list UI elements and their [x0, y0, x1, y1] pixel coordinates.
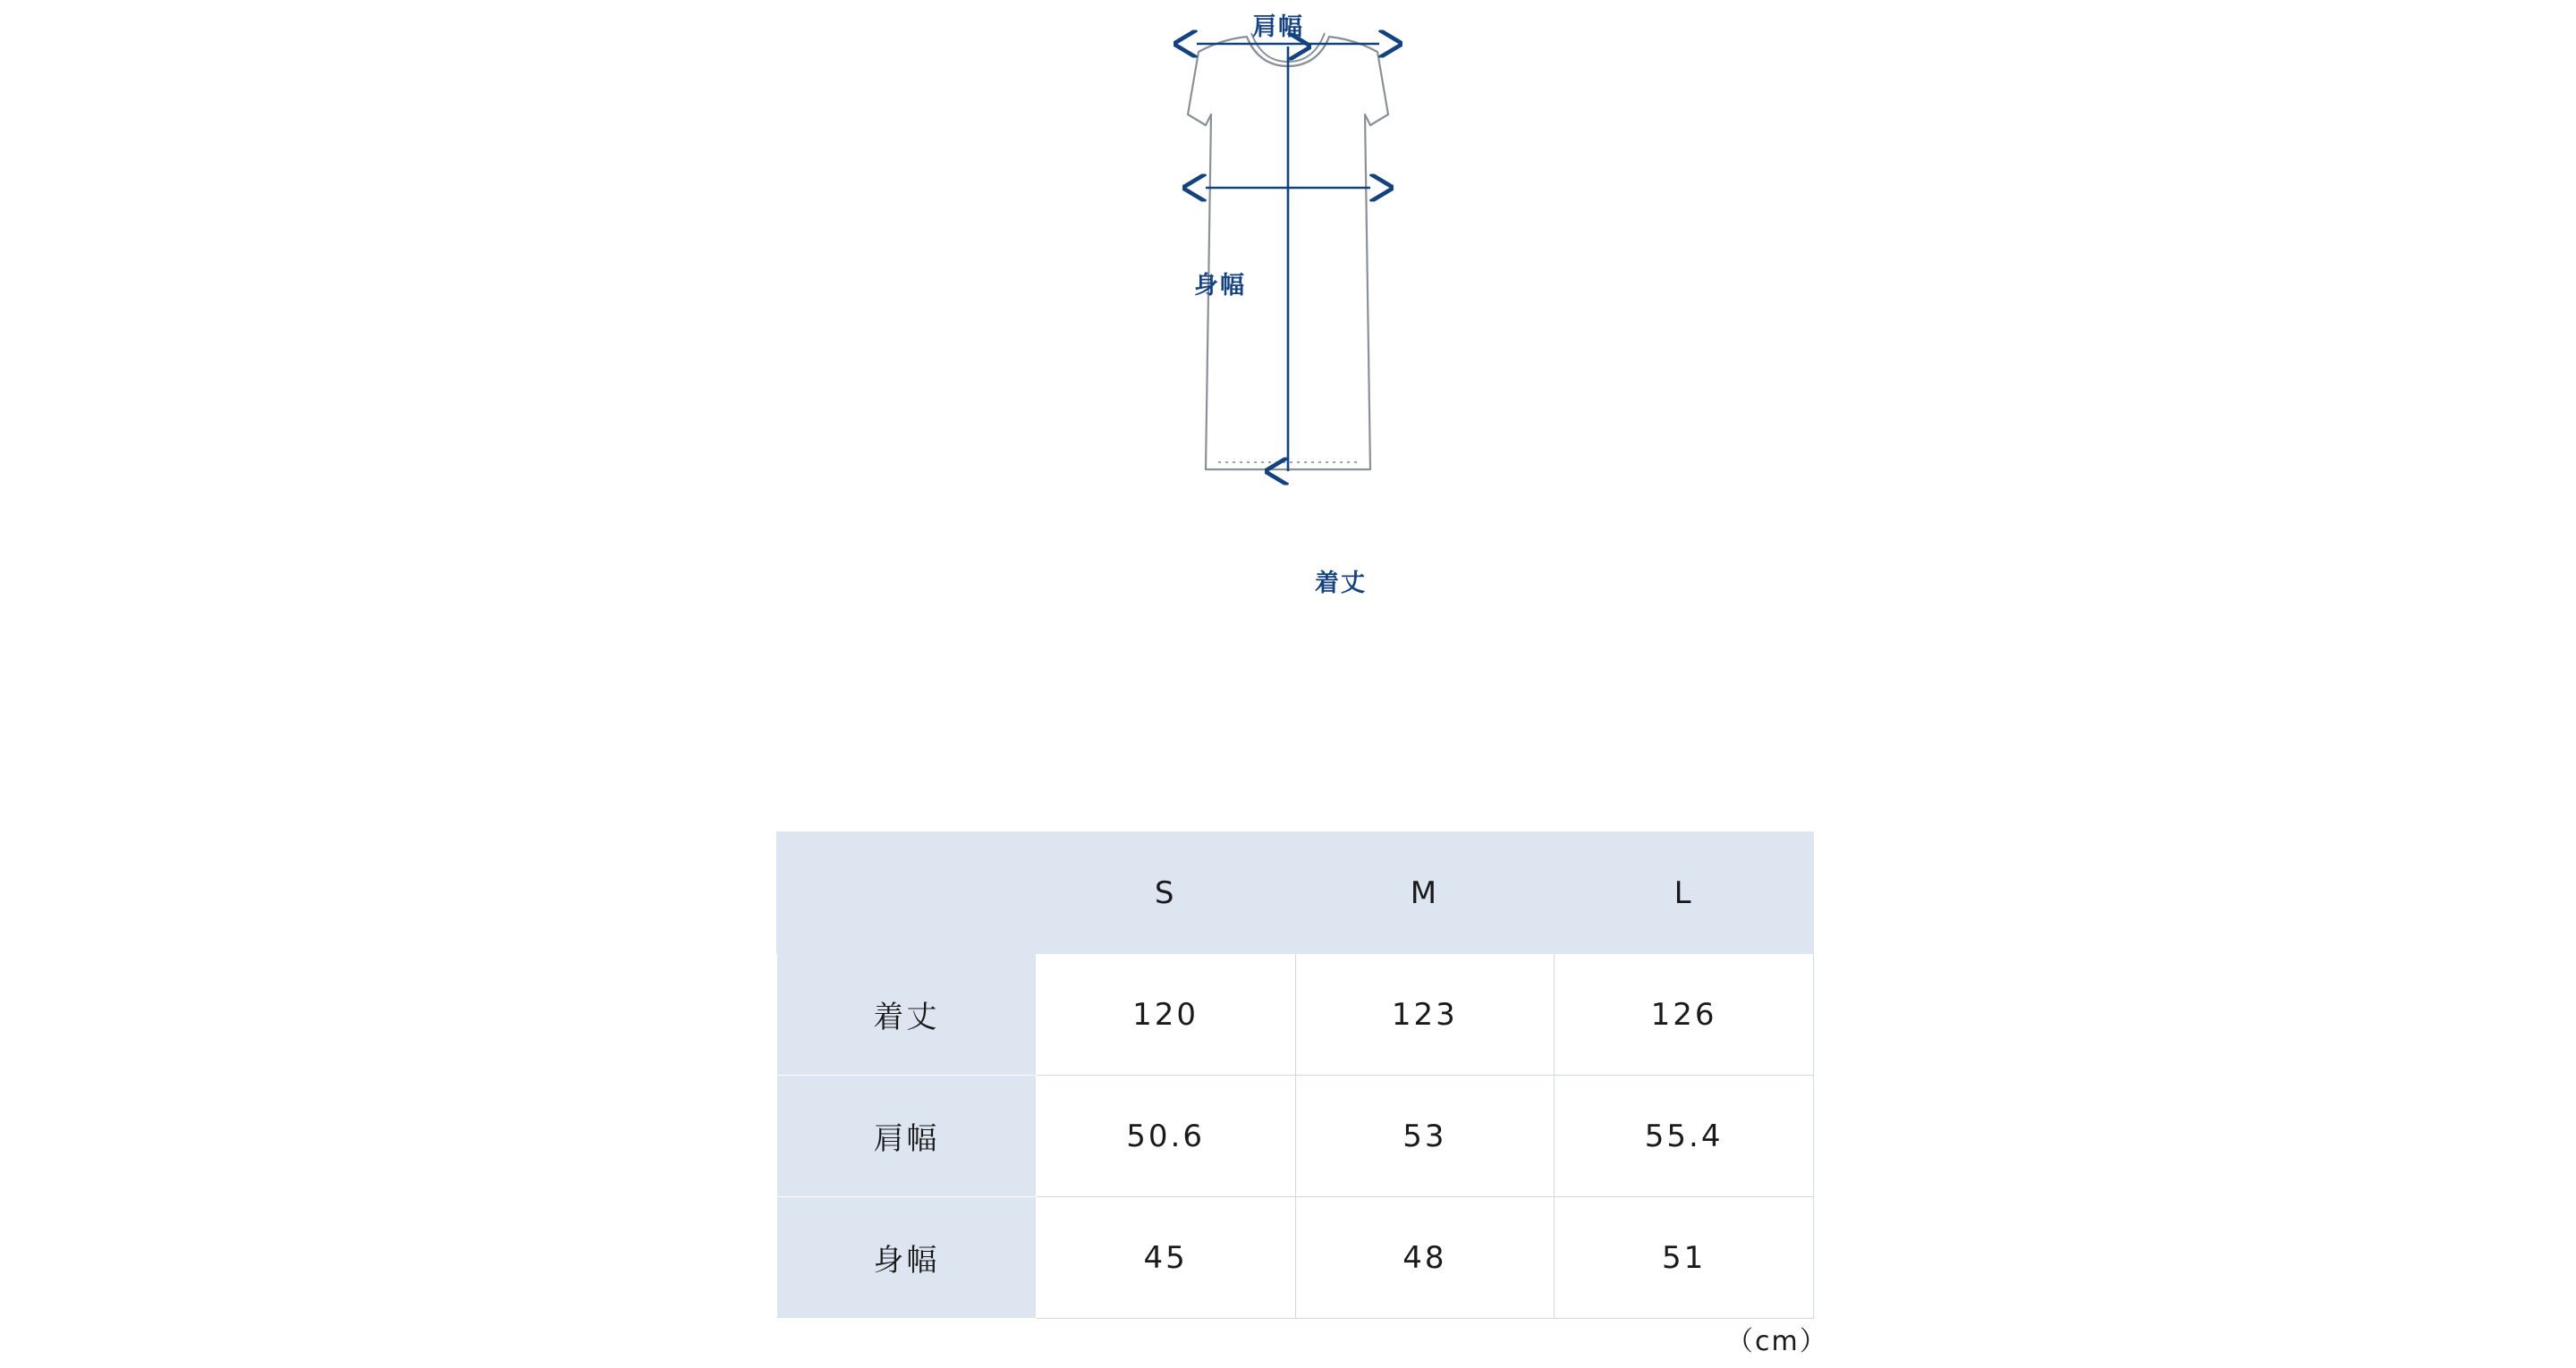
row-label-length: 着丈	[777, 954, 1037, 1076]
unit-note: （cm）	[1726, 1326, 1828, 1357]
table-corner-cell	[777, 832, 1037, 954]
cell-chest-s: 45	[1036, 1197, 1295, 1319]
size-header-m: M	[1295, 832, 1555, 954]
size-header-s: S	[1036, 832, 1295, 954]
table-row	[777, 954, 1814, 1076]
size-table-body	[777, 954, 1814, 1319]
cell-length-m: 123	[1295, 954, 1555, 1076]
garment-illustration	[1055, 0, 1521, 823]
table-row	[777, 1076, 1814, 1197]
cell-length-l: 126	[1555, 954, 1814, 1076]
cell-chest-m: 48	[1295, 1197, 1555, 1319]
body-length-label: 着丈	[1315, 570, 1367, 597]
size-table-container	[776, 832, 1814, 1319]
shoulder-width-label: 肩幅	[1252, 13, 1304, 41]
size-table-head	[777, 832, 1814, 954]
size-table	[776, 832, 1814, 1319]
table-header-row	[777, 832, 1814, 954]
chest-width-label: 身幅	[1194, 272, 1246, 300]
cell-shoulder-l: 55.4	[1555, 1076, 1814, 1197]
cell-shoulder-m: 53	[1295, 1076, 1555, 1197]
cell-chest-l: 51	[1555, 1197, 1814, 1319]
row-label-chest: 身幅	[777, 1197, 1037, 1319]
row-label-shoulder: 肩幅	[777, 1076, 1037, 1197]
size-header-l: L	[1555, 832, 1814, 954]
cell-shoulder-s: 50.6	[1036, 1076, 1295, 1197]
cell-length-s: 120	[1036, 954, 1295, 1076]
table-row	[777, 1197, 1814, 1319]
